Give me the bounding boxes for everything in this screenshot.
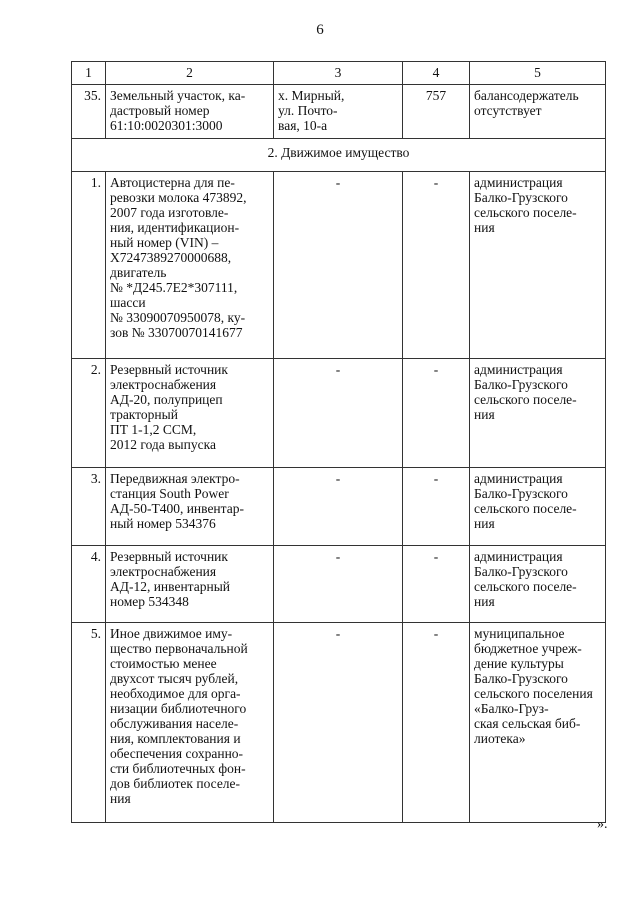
table-row-item-1 (72, 172, 606, 359)
property-value: 757 (403, 85, 470, 139)
header-col-5: 5 (470, 62, 606, 85)
table-row-item-5 (72, 623, 606, 823)
table-header-row (72, 62, 606, 85)
property-address: - (274, 468, 403, 546)
section-title: 2. Движимое имущество (72, 139, 606, 172)
property-value: - (403, 546, 470, 623)
header-col-1: 1 (72, 62, 106, 85)
table-row-35 (72, 85, 606, 139)
property-holder: балансодержатель отсутствует (470, 85, 606, 139)
property-name: Передвижная электро- станция South Power АД-50-Т400, инвентар- ный номер 534376 (106, 468, 274, 546)
row-number: 3. (72, 468, 106, 546)
property-name: Земельный участок, ка- дастровый номер 61:10:0020301:3000 (106, 85, 274, 139)
row-number: 4. (72, 546, 106, 623)
property-value: - (403, 172, 470, 359)
property-address: - (274, 623, 403, 823)
row-number: 5. (72, 623, 106, 823)
property-value: - (403, 468, 470, 546)
property-address: х. Мирный, ул. Почто- вая, 10-а (274, 85, 403, 139)
table-row-item-2 (72, 359, 606, 468)
header-col-2: 2 (106, 62, 274, 85)
row-number: 1. (72, 172, 106, 359)
row-number: 2. (72, 359, 106, 468)
page-number: 6 (316, 22, 324, 38)
property-holder: администрация Балко-Грузского сельского поселе- ния (470, 359, 606, 468)
property-value: - (403, 623, 470, 823)
property-holder: администрация Балко-Грузского сельского поселе- ния (470, 546, 606, 623)
closing-quote-mark: ». (597, 817, 608, 832)
property-name: Автоцистерна для пе- ревозки молока 473892, 2007 года изготовле- ния, идентификацион- ный номер (VIN) – X7247389270000688, двигатель № *Д245.7Е2*307111, шасси № 33090070950078, ку- зов № 33070070141677 (106, 172, 274, 359)
property-holder: администрация Балко-Грузского сельского поселе- ния (470, 468, 606, 546)
property-value: - (403, 359, 470, 468)
section-row (72, 139, 606, 172)
table-row-item-3 (72, 468, 606, 546)
property-name: Иное движимое иму- щество первоначальной стоимостью менее двухсот тысяч рублей, необходимое для орга- низации библиотечного обслуживания населе- ния, комплектования и обеспечения сохранно- сти библиотечных фон- дов библиотек поселе- ния (106, 623, 274, 823)
property-name: Резервный источник электроснабжения АД-12, инвентарный номер 534348 (106, 546, 274, 623)
property-table (71, 61, 606, 823)
row-number: 35. (72, 85, 106, 139)
property-address: - (274, 172, 403, 359)
table-row-item-4 (72, 546, 606, 623)
property-address: - (274, 359, 403, 468)
property-holder: администрация Балко-Грузского сельского поселе- ния (470, 172, 606, 359)
header-col-4: 4 (403, 62, 470, 85)
property-holder: муниципальное бюджетное учреж- дение культуры Балко-Грузского сельского поселения «Балко-Груз- ская сельская биб- лиотека» (470, 623, 606, 823)
header-col-3: 3 (274, 62, 403, 85)
property-address: - (274, 546, 403, 623)
property-name: Резервный источник электроснабжения АД-20, полуприцеп тракторный ПТ 1-1,2 ССМ, 2012 года выпуска (106, 359, 274, 468)
